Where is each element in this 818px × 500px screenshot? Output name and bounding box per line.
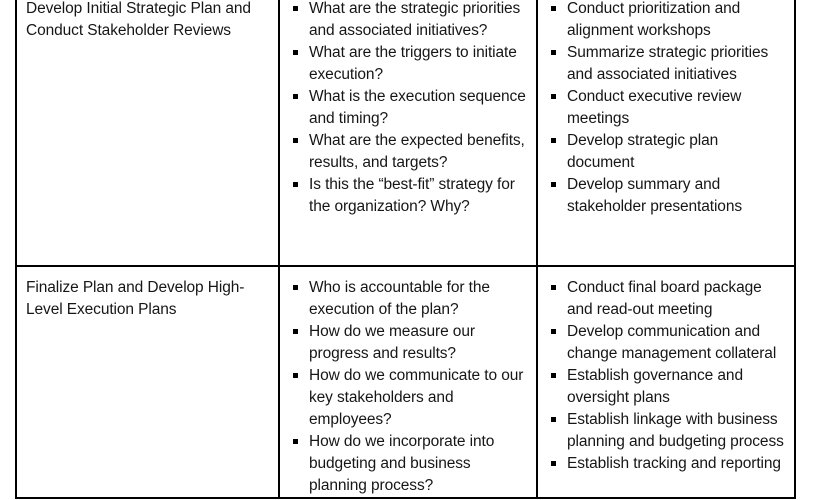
square-bullet-icon [293,182,298,187]
activity-item: Conduct final board package and read-out meeting [538,277,794,321]
activities-cell-row1 [538,0,796,267]
activities-list [538,277,794,475]
phase-cell-develop-initial-plan [17,0,280,267]
activities-cell-row2 [538,267,796,499]
square-bullet-icon [551,138,556,143]
square-bullet-icon [551,285,556,290]
square-bullet-icon [551,94,556,99]
question-item: What are the strategic priorities and associated initiatives? [280,0,536,42]
questions-list [280,277,536,497]
square-bullet-icon [293,50,298,55]
phase-label: Finalize Plan and Develop High-Level Execution Plans [26,279,245,318]
question-item: How do we measure our progress and results? [280,321,536,365]
square-bullet-icon [551,373,556,378]
activity-item: Establish governance and oversight plans [538,365,794,409]
activity-item clipped: Establish tracking and reporting [538,453,794,475]
activity-item: Summarize strategic priorities and associated initiatives [538,42,794,86]
square-bullet-icon [293,373,298,378]
question-item: Who is accountable for the execution of the plan? [280,277,536,321]
square-bullet-icon [551,329,556,334]
questions-list [280,0,536,218]
activity-item: Conduct executive review meetings [538,86,794,130]
square-bullet-icon [293,94,298,99]
square-bullet-icon [293,285,298,290]
questions-cell-row1 [280,0,538,267]
square-bullet-icon [293,138,298,143]
question-item: What are the expected benefits, results, and targets? [280,130,536,174]
activity-item: Develop summary and stakeholder presentations [538,174,794,218]
square-bullet-icon [293,6,298,11]
phase-cell-finalize-plan [17,267,280,499]
square-bullet-icon [551,182,556,187]
square-bullet-icon [551,6,556,11]
question-item: What are the triggers to initiate execution? [280,42,536,86]
question-item: How do we communicate to our key stakeholders and employees? [280,365,536,431]
activity-item: Develop strategic plan document [538,130,794,174]
activity-item: Develop communication and change management collateral [538,321,794,365]
phase-label: Develop Initial Strategic Plan and Conduct Stakeholder Reviews [26,0,251,39]
activity-item: Establish linkage with business planning and budgeting process [538,409,794,453]
activities-list [538,0,794,218]
question-item: How do we incorporate into budgeting and business planning process? [280,431,536,497]
square-bullet-icon [293,329,298,334]
strategic-plan-table [15,0,794,499]
square-bullet-icon [551,461,556,466]
activity-item: Conduct prioritization and alignment workshops [538,0,794,42]
square-bullet-icon [551,417,556,422]
questions-cell-row2 [280,267,538,499]
question-item: Is this the “best-fit” strategy for the organization? Why? [280,174,536,218]
question-item: What is the execution sequence and timing? [280,86,536,130]
square-bullet-icon [293,439,298,444]
square-bullet-icon [551,50,556,55]
